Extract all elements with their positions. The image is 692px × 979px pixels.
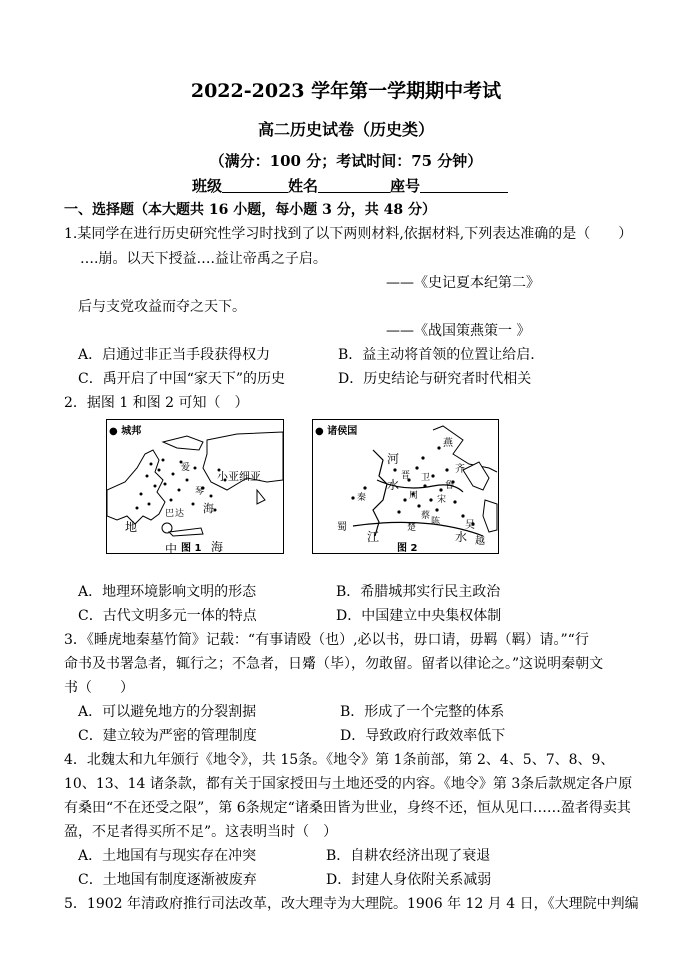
map2-label-cai: 蔡 — [421, 511, 431, 521]
q4-line-4: 盈，不足者得买所不足”。这表明当时（ ） — [64, 824, 338, 840]
q2-option-b[interactable]: B．希腊城邦实行民主政治 — [336, 584, 501, 600]
map1-caption: 图 1 — [181, 543, 202, 554]
map2-label-shu: 蜀 — [337, 522, 347, 533]
map1-label-hai-2: 海 — [203, 502, 214, 515]
map2-label-shui-2: 水 — [455, 530, 468, 544]
q4-line-1: 4．北魏太和九年颁行《地令》，共 15条。《地令》第 1条前部，第 2、4、5、7、8、9、 — [64, 752, 615, 768]
map2-label-wu: 吴 — [465, 520, 475, 531]
map1-label-da: 达 — [175, 509, 185, 519]
map1-label-hai: 海 — [211, 540, 224, 554]
q1-option-a[interactable]: A．启通过非正当手段获得权力 — [78, 347, 271, 363]
map2-label-zhou: 周 — [409, 491, 419, 501]
map2-label-he: 河 — [387, 452, 400, 466]
china-map-drawing — [313, 420, 498, 553]
map2-label-chen: 陈 — [431, 517, 441, 527]
q3-option-a[interactable]: A．可以避免地方的分裂割据 — [78, 704, 257, 720]
map2-label-yan: 燕 — [443, 438, 453, 449]
q1-source-1: ——《史记夏本纪第二》 — [386, 275, 540, 291]
name-blank[interactable] — [318, 178, 390, 193]
map2-label-jiang: 江 — [367, 530, 380, 544]
q2-option-c[interactable]: C．古代文明多元一体的特点 — [78, 608, 257, 624]
exam-title: 2022-2023 学年第一学期期中考试 — [190, 80, 502, 102]
class-label: 班级 — [192, 177, 223, 195]
q3-option-c[interactable]: C．建立较为严密的管理制度 — [78, 728, 257, 744]
q3-line-2: 命书及书署急者，辄行之；不急者，日觱（毕），勿敢留。留者以律论之。”这说明秦朝文 — [64, 656, 604, 672]
q1-source-2: ——《战国策燕策一 》 — [386, 323, 531, 339]
map-figure-2 — [312, 419, 499, 554]
map1-label-qin: 琴 — [195, 487, 205, 497]
map1-label-di: 地 — [125, 520, 138, 534]
map1-legend: ● 城邦 — [109, 426, 142, 437]
q4-line-3: 有桑田“不在还受之限”，第 6条规定“诸桑田皆为世业，身终不还，恒从见口……盈者得卖其 — [64, 800, 631, 816]
map2-label-shui: 水 — [387, 478, 400, 492]
q3-line-1: 3．《睡虎地秦墓竹简》记载：“有事请殴（也）,必以书，毋口请，毋羁（羁）请。”“行 — [64, 632, 589, 648]
q1-stem: 1.某同学在进行历史研究性学习时找到了以下两则材料,依据材料,下列表达准确的是（ ） — [64, 226, 633, 242]
q3-line-3: 书（ ） — [64, 680, 134, 696]
map2-label-jin: 晋 — [401, 471, 411, 481]
q1-material-1: ….崩。以天下授益….益让帝禹之子启。 — [80, 251, 327, 267]
q1-option-b[interactable]: B．益主动将首领的位置让给启. — [338, 347, 535, 363]
exam-subtitle: 高二历史试卷（历史类） — [257, 120, 434, 139]
q4-line-2: 10、13、14 诸条款，都有关于国家授田与土地还受的内容。《地令》第 3条后款规定各户原 — [64, 776, 633, 792]
map2-label-lu: 鲁 — [445, 481, 455, 491]
map1-label-asia-minor: 小亚细亚 — [217, 470, 261, 483]
q4-option-a[interactable]: A．土地国有与现实存在冲突 — [78, 848, 257, 864]
map1-label-zhong: 中 — [165, 542, 178, 554]
map2-label-qi: 齐 — [455, 464, 465, 475]
q4-option-c[interactable]: C．土地国有制度逐渐被废弃 — [78, 872, 257, 888]
q3-option-b[interactable]: B．形成了一个完整的体系 — [340, 704, 505, 720]
map2-label-qin: 秦 — [357, 493, 367, 503]
map2-label-yue: 越 — [475, 536, 485, 547]
q2-option-d[interactable]: D．中国建立中央集权体制 — [336, 608, 502, 624]
map2-caption: 图 2 — [397, 543, 418, 554]
q5-line-1: 5．1902 年清政府推行司法改革，改大理寺为大理院。1906 年 12 月 4 日，《大理院中判编 — [64, 896, 639, 912]
seat-label: 座号 — [390, 177, 421, 195]
q2-option-a[interactable]: A．地理环境影响文明的形态 — [78, 584, 257, 600]
q1-material-2: 后与支党攻益而夺之天下。 — [78, 299, 246, 315]
class-blank[interactable] — [222, 178, 288, 193]
map-figure-1 — [106, 419, 284, 554]
map1-label-ai: 爱 — [181, 463, 191, 473]
map1-label-ba: 巴 — [165, 509, 175, 519]
student-info-line — [192, 175, 508, 196]
q3-option-d[interactable]: D．导致政府行政效率低下 — [340, 728, 506, 744]
map2-label-song: 宋 — [437, 495, 447, 505]
section-heading: 一、选择题（本大题共 16 小题，每小题 3 分，共 48 分） — [64, 202, 436, 218]
seat-blank[interactable] — [420, 178, 508, 193]
exam-info: （满分：100 分；考试时间：75 分钟） — [209, 152, 483, 170]
q1-option-c[interactable]: C．禹开启了中国“家天下”的历史 — [78, 371, 286, 387]
map2-label-chu: 楚 — [407, 523, 417, 533]
q4-option-d[interactable]: D．封建人身依附关系减弱 — [326, 872, 492, 888]
q1-option-d[interactable]: D．历史结论与研究者时代相关 — [338, 371, 532, 387]
map2-label-wei: 卫 — [421, 473, 431, 483]
map2-legend: ● 诸侯国 — [315, 426, 358, 437]
q4-option-b[interactable]: B．自耕农经济出现了衰退 — [326, 848, 491, 864]
name-label: 姓名 — [288, 177, 319, 195]
q2-stem: 2．据图 1 和图 2 可知（ ） — [64, 395, 249, 411]
